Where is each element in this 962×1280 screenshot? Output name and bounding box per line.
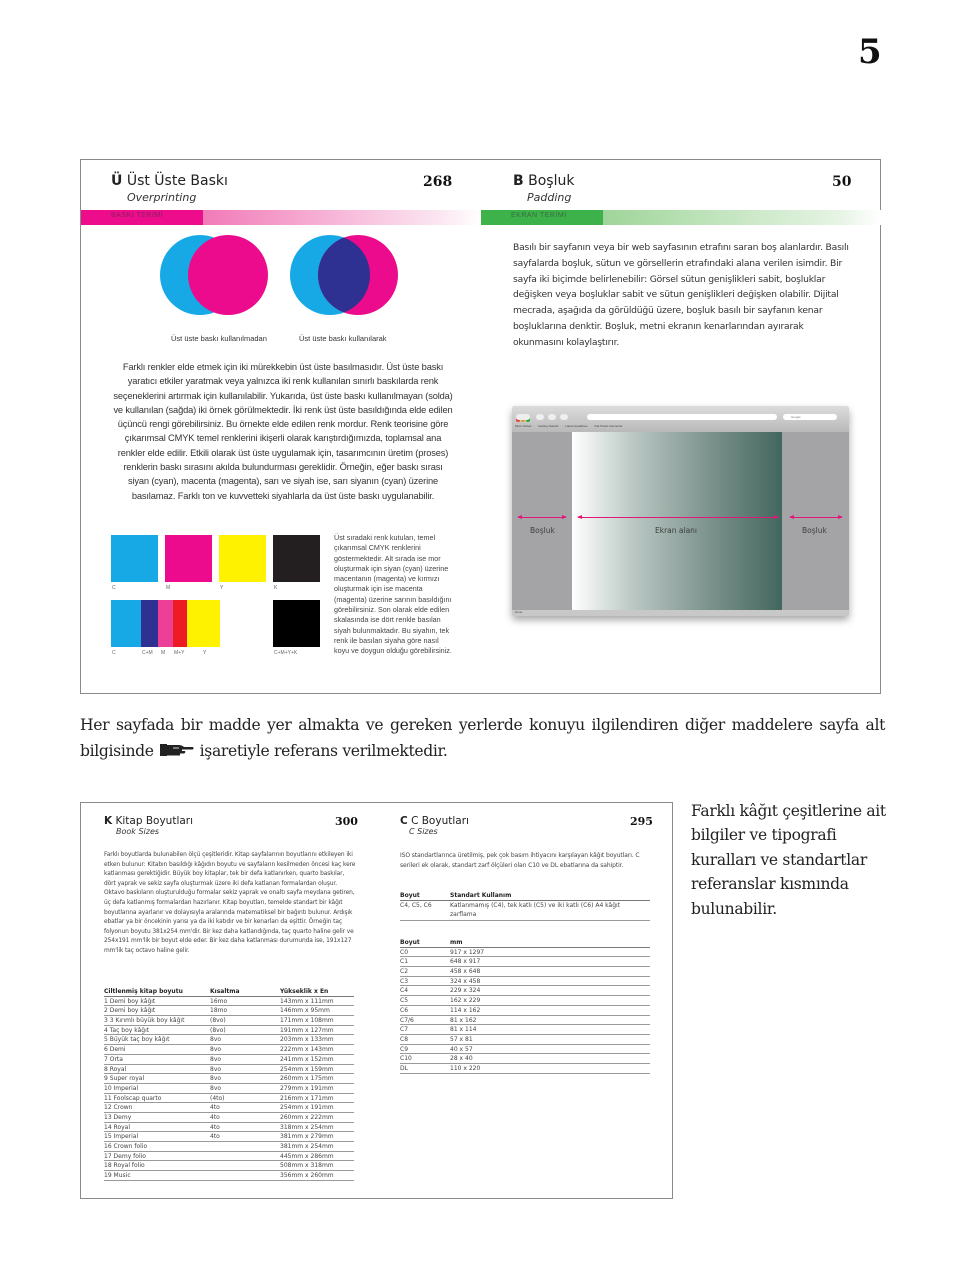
table-cell: 16 Crown folio: [104, 1143, 148, 1150]
entry-subtitle: Book Sizes: [116, 827, 160, 836]
table-row: [104, 1055, 354, 1065]
swatch-y: [187, 600, 220, 647]
table-cell: 19 Music: [104, 1172, 131, 1180]
table-cell: 5 Büyük taç boy kâğıt: [104, 1036, 170, 1044]
circle-caption-right: Üst üste baskı kullanılarak: [299, 334, 387, 343]
table-cell: 241mm x 152mm: [280, 1055, 334, 1063]
entry-title: [104, 815, 193, 827]
table-cell: 4to: [210, 1113, 220, 1121]
swatch-label: K: [274, 585, 278, 591]
table-cell: 216mm x 171mm: [280, 1094, 334, 1102]
table-cell: 146mm x 95mm: [280, 1007, 330, 1015]
table-cell: 8vo: [210, 1075, 222, 1083]
circle-caption-left: Üst üste baskı kullanılmadan: [171, 334, 267, 343]
table-cell: 17 Demy folio: [104, 1152, 146, 1160]
table-cell: 2 Demi boy kâğıt: [104, 1007, 156, 1015]
bookmarks-bar: [515, 424, 629, 428]
c-sizes-table: [400, 938, 650, 1074]
table-cell: 4to: [210, 1104, 220, 1112]
table-row: [400, 1025, 650, 1035]
table-cell: C7/6: [400, 1016, 414, 1024]
entry-subtitle: Overprinting: [127, 191, 197, 204]
table-row: [104, 1171, 354, 1181]
table-row: [104, 1084, 354, 1094]
entry-book-sizes: [81, 803, 371, 1200]
table-cell: C3: [400, 977, 409, 985]
table-cell: 191mm x 127mm: [280, 1026, 334, 1034]
table-header: Boyut Standart Kullanım: [400, 891, 650, 901]
table-cell: 203mm x 133mm: [280, 1036, 334, 1044]
entry-title: [513, 173, 574, 189]
side-note: Farklı kâğıt çeşitlerine ait bilgiler ve tipografi kuralları ve standartlar referanslar kısmında bulunabilir.: [691, 802, 886, 918]
arrow-screen-area: [578, 517, 778, 518]
table-cell: 12 Crown: [104, 1104, 133, 1112]
table-cell: 110 x 220: [450, 1064, 481, 1072]
sample-spread-bottom: [80, 802, 673, 1199]
table-cell: 4to: [210, 1133, 220, 1141]
swatch-m-plus-y: [173, 600, 187, 647]
table-row: [104, 1132, 354, 1142]
table-cell: 11 Foolscap quarto: [104, 1094, 162, 1102]
entry-title-text: C Boyutları: [411, 815, 469, 827]
table-cell: C5: [400, 997, 409, 1005]
swatch-label: C+M+Y+K: [274, 650, 298, 656]
table-row: [400, 977, 650, 987]
table-cell: 917 x 1297: [450, 948, 485, 956]
table-row: [104, 1074, 354, 1084]
entry-title: [111, 173, 228, 189]
swatch-note: Üst sıradaki renk kutuları, temel çıkarımsal CMYK renklerini göstermektedir. Alt sırada ise mor oluşturmak için siyan (cyan) üzerine macentanın (magenta) ve kırmızı oluşturmak için ise macenta (magenta) üzerine sarının basıldığını görebilirsiniz. Son olarak elde edilen skalasında ise dört renkle basılan siyah bulunmaktadır. Bu siyahın, tek renk ile basılan siyaha göre nasıl koyu ve doygun olduğu görebilirsiniz.: [334, 533, 452, 656]
arrow-left-padding: [518, 517, 566, 518]
table-cell: 171mm x 108mm: [280, 1017, 334, 1025]
table-row: [400, 1064, 650, 1074]
entry-letter: K: [104, 815, 113, 827]
entry-letter: Ü: [111, 173, 123, 189]
table-cell: 324 x 458: [450, 977, 481, 985]
bookmark: Getting Started: [538, 424, 559, 428]
table-row: [400, 1054, 650, 1064]
table-cell: C6: [400, 1006, 409, 1014]
entry-title-text: Üst Üste Baskı: [126, 173, 228, 189]
browser-viewport: [512, 432, 849, 610]
category-label: BASKI TERİMİ: [111, 212, 164, 219]
table-row: [400, 996, 650, 1006]
entry-letter: B: [513, 173, 524, 189]
table-cell: (4to): [210, 1094, 225, 1102]
table-cell: 445mm x 286mm: [280, 1152, 334, 1160]
table-cell: (8vo): [210, 1026, 226, 1034]
entry-title-text: Boşluk: [528, 173, 575, 189]
usage-table: [400, 891, 650, 921]
entry-body: ISO standartlarınca üretilmiş, pek çok basım ihtiyacını karşılayan kâğıt boyutları. C serileri ek olarak, standart zarf ölçüleri olan C10 ve DL ebatlarına da sahiptir.: [400, 852, 640, 869]
table-row: [400, 967, 650, 977]
table-cell: 8vo: [210, 1036, 222, 1044]
circles-without-overprint: [160, 235, 270, 317]
table-row: [104, 1045, 354, 1055]
swatch-label: Y: [220, 585, 224, 591]
swatch-c: [111, 600, 141, 647]
overlap-purple: [318, 235, 398, 315]
table-row: [104, 1142, 354, 1152]
search-field: Google: [783, 414, 837, 420]
caption-text: [80, 712, 885, 764]
table-cell: 254mm x 191mm: [280, 1104, 334, 1112]
caption-before: Her sayfada bir madde yer almakta ve gereken yerlerde konuyu ilgilendiren diğer maddelere sayfa alt bilgisinde: [80, 716, 885, 760]
table-cell: 162 x 229: [450, 997, 481, 1005]
category-label: EKRAN TERİMİ: [511, 212, 567, 219]
entry-page-ref: 268: [423, 174, 453, 190]
table-cell: 458 x 648: [450, 968, 481, 976]
swatch-label: M: [166, 585, 171, 591]
swatch-c-plus-m: [141, 600, 158, 647]
label-screen-area: Ekran alanı: [655, 526, 698, 535]
table-cell: 13 Demy: [104, 1113, 132, 1121]
table-cell: 18mo: [210, 1007, 228, 1015]
table-cell: 356mm x 260mm: [280, 1172, 334, 1180]
table-cell: 381mm x 279mm: [280, 1133, 334, 1141]
table-cell: C8: [400, 1035, 409, 1043]
entry-subtitle: C Sizes: [409, 827, 438, 836]
stop-icon: [548, 414, 556, 420]
table-cell: C9: [400, 1045, 409, 1053]
table-cell: 229 x 324: [450, 987, 481, 995]
table-cell: 81 x 162: [450, 1016, 477, 1024]
table-cell: 8vo: [210, 1084, 222, 1092]
entry-body: Farklı renkler elde etmek için iki mürekkebin üst üste basılmasıdır. Üst üste baskı yaratıcı etkiler yaratmak veya yalnızca iki renk kullanılan sınırlı baskılarda renk seçeneklerini artırmak için kullanılabilir. Yukarıda, üst üste baskı kullanılmayan (solda) ve kullanılan (sağda) iki örnek görülmektedir. İki renk üst üste basıldığında elde edilen üçüncü rengi görebilirsiniz. Bu örnekte elde edilen renk mordur. Renk teorisine göre çıkarımsal CMYK temel renklerini ikişerli olarak karıştırdığımızda, toplamsal ana renkler elde edilir. Etkili olarak üst üste uygulamak için, tasarımcının üretim (proses) renklerin baskı sırasını akılda bulundurması gereklidir. Örneğin, eğer baskı sırası siyan (cyan), macenta (magenta), sarı ve siyah ise, sarı siyanın (cyan) üzerine basılamaz. Farklı ton ve kuvvetteki siyahlarla da üst üste baskı uygulanabilir.: [113, 362, 453, 501]
table-cell: 14 Royal: [104, 1123, 131, 1131]
swatch-label: C: [112, 585, 116, 591]
swatch-label: C+M: [142, 650, 153, 656]
table-header: Ciltlenmiş kitap boyutu Kısaltma Yükseklik x En: [104, 987, 354, 997]
table-cell: 260mm x 175mm: [280, 1075, 334, 1083]
table-cell: 222mm x 143mm: [280, 1046, 334, 1054]
table-cell: 10 Imperial: [104, 1084, 139, 1092]
table-cell: (8vo): [210, 1017, 226, 1025]
swatch-label: Y: [203, 650, 207, 656]
swatch-label: M: [161, 650, 166, 656]
table-header: Boyut mm: [400, 938, 650, 948]
entry-title: [400, 815, 469, 827]
address-bar: [587, 414, 777, 420]
home-icon: [560, 414, 568, 420]
table-row: [104, 997, 354, 1007]
table-cell: 6 Demi: [104, 1046, 126, 1054]
table-cell: 648 x 917: [450, 958, 481, 966]
table-cell: 4to: [210, 1123, 220, 1131]
status-bar: Done: [512, 610, 849, 616]
entry-overprinting: [81, 160, 481, 695]
entry-padding: [481, 160, 882, 695]
entry-body: Farklı boyutlarda bulunabilen ölçü çeşitleridir. Kitap sayfalarının boyutlarını etkileyen iki etken bulunur: Kitabın basıldığı kâğıdın boyutu ve sayfaların kesilmeden öncesi kaç kere katlanması gerektiğidir. Büyük boy kitaplar, tek bir defa katlanırken, quarto baskılar, dört yaprak ve sekiz sayfa oluşturmak üzere iki defa katlanan formalardan oluşur. Oktavo baskıların oluşturulduğu formalar sekiz yaprak ve onaltı sayfa meydana getiren, üç defa katlanmış formalardan hazırlanır. Kitap boyutları, temelde standart bir kâğıt boyutlarına ayarlanır ve dolayısıyla aralarında matematiksel bir bağıntı bulunur. Ardışık ebatlar ya bir öncekinin yarısı ya da iki katıdır ve bir kenarları da eşittir. Örneğin taç folyonun boyutu 381x254 mm'dir. Bir kez daha katlandığında, taç quarto haline gelir ve 254x191 mm'lik bir boyut elde eder. Bir kez daha katlanması durumunda ise, 191x127 mm'lik taç octavo haline gelir.: [104, 852, 356, 954]
book-sizes-table: [104, 987, 354, 1181]
reload-icon: [536, 414, 544, 420]
table-cell: DL: [400, 1064, 408, 1072]
table-cell: C1: [400, 958, 409, 966]
table-row: [104, 1026, 354, 1036]
table-cell: 81 x 114: [450, 1026, 477, 1034]
circles-with-overprint: [290, 235, 400, 317]
magenta-circle: [188, 235, 268, 315]
table-cell: C10: [400, 1055, 412, 1063]
swatch-cyan: [111, 535, 158, 582]
table-row: [104, 1006, 354, 1016]
table-cell: 508mm x 318mm: [280, 1162, 334, 1170]
entry-title-text: Kitap Boyutları: [115, 815, 194, 827]
table-cell: C2: [400, 968, 409, 976]
swatch-label: M+Y: [174, 650, 185, 656]
category-bar: [81, 210, 481, 225]
table-row: [104, 1152, 354, 1162]
page-number: 5: [858, 32, 882, 72]
swatch-rich-black: [273, 600, 320, 647]
table-row: [400, 1006, 650, 1016]
table-cell: 15 Imperial: [104, 1133, 139, 1141]
table-row: [104, 1123, 354, 1133]
entry-body: Basılı bir sayfanın veya bir web sayfasının etrafını saran boş alanlardır. Basılı sayfalarda boşluk, sütun ve görsellerin etrafındaki alana verilen isimdir. Bir sayfa iki biçimde belirlenebilir: Görsel sütun genişlikleri sabit, boşluklar değişken veya boşluklar sabit ve sütun genişlikleri değişken olabilir. Dijital mecrada, aşağıda da görüldüğü üzere, boşluk basılı bir sayfanın kenar boşluklarına denktir. Boşluk, metni ekranın kenarlarından ayırarak okunmasını kolaylaştırır.: [513, 242, 849, 348]
category-bar: [481, 210, 881, 225]
table-cell: 8vo: [210, 1046, 222, 1054]
table-cell: 114 x 162: [450, 1006, 481, 1014]
table-cell: 279mm x 191mm: [280, 1084, 334, 1092]
table-row: [400, 1045, 650, 1055]
swatch-yellow: [219, 535, 266, 582]
entry-page-ref: 300: [335, 815, 358, 828]
table-cell: 4 Taç boy kâğıt: [104, 1026, 150, 1034]
table-cell: 16mo: [210, 997, 228, 1005]
arrow-right-padding: [790, 517, 842, 518]
bookmark: Flat Panel Connector: [594, 424, 623, 428]
table-cell: 18 Royal folio: [104, 1162, 145, 1170]
table-cell: 28 x 40: [450, 1055, 473, 1063]
table-cell: 260mm x 222mm: [280, 1113, 334, 1121]
table-row: C4, C5, C6 Katlanmamış (C4), tek katlı (C5) ve iki katlı (C6) A4 kâğıt zarflama: [400, 901, 650, 921]
swatch-magenta: [165, 535, 212, 582]
table-cell: 8 Royal: [104, 1065, 127, 1073]
content-area: [572, 432, 782, 610]
table-cell: 57 x 81: [450, 1035, 473, 1043]
table-row: [400, 957, 650, 967]
entry-subtitle: Padding: [527, 191, 572, 204]
table-row: [104, 1065, 354, 1075]
entry-letter: C: [400, 815, 408, 827]
table-row: [400, 986, 650, 996]
label-left-padding: Boşluk: [530, 526, 555, 535]
table-cell: 1 Demi boy kâğıt: [104, 997, 156, 1005]
table-cell: 143mm x 111mm: [280, 997, 334, 1005]
table-cell: 40 x 57: [450, 1045, 473, 1053]
table-row: [400, 1016, 650, 1026]
table-row: [104, 1113, 354, 1123]
swatch-black: [273, 535, 320, 582]
table-cell: 7 Orta: [104, 1055, 123, 1063]
caption-after: işaretiyle referans verilmektedir.: [199, 742, 448, 760]
table-row: [104, 1103, 354, 1113]
table-cell: 8vo: [210, 1065, 222, 1073]
table-row: [400, 948, 650, 958]
entry-c-sizes: [377, 803, 674, 1200]
entry-page-ref: 50: [832, 174, 852, 190]
browser-toolbar: [512, 406, 849, 432]
table-row: [400, 1035, 650, 1045]
table-cell: 254mm x 159mm: [280, 1065, 334, 1073]
table-cell: 318mm x 254mm: [280, 1123, 334, 1131]
table-cell: 8vo: [210, 1055, 222, 1063]
table-cell: 381mm x 254mm: [280, 1143, 334, 1150]
table-row: [104, 1161, 354, 1171]
table-cell: 3 3 Kırımlı büyük boy kâğıt: [104, 1017, 185, 1025]
table-row: [104, 1016, 354, 1026]
table-cell: 9 Super royal: [104, 1075, 145, 1083]
swatch-label: C: [112, 650, 116, 656]
label-right-padding: Boşluk: [802, 526, 827, 535]
table-row: [104, 1094, 354, 1104]
bookmark: Latest Headlines: [565, 424, 588, 428]
sample-spread-top: [80, 159, 881, 694]
table-cell: C7: [400, 1026, 409, 1034]
table-row: [104, 1035, 354, 1045]
swatch-m: [158, 600, 173, 647]
table-cell: C4: [400, 987, 409, 995]
bookmark: Most Visited: [515, 424, 532, 428]
pointing-hand-icon: [160, 739, 194, 753]
entry-page-ref: 295: [630, 815, 653, 828]
back-forward-icon: [516, 414, 530, 420]
browser-illustration: [512, 406, 849, 616]
table-cell: C0: [400, 948, 409, 956]
